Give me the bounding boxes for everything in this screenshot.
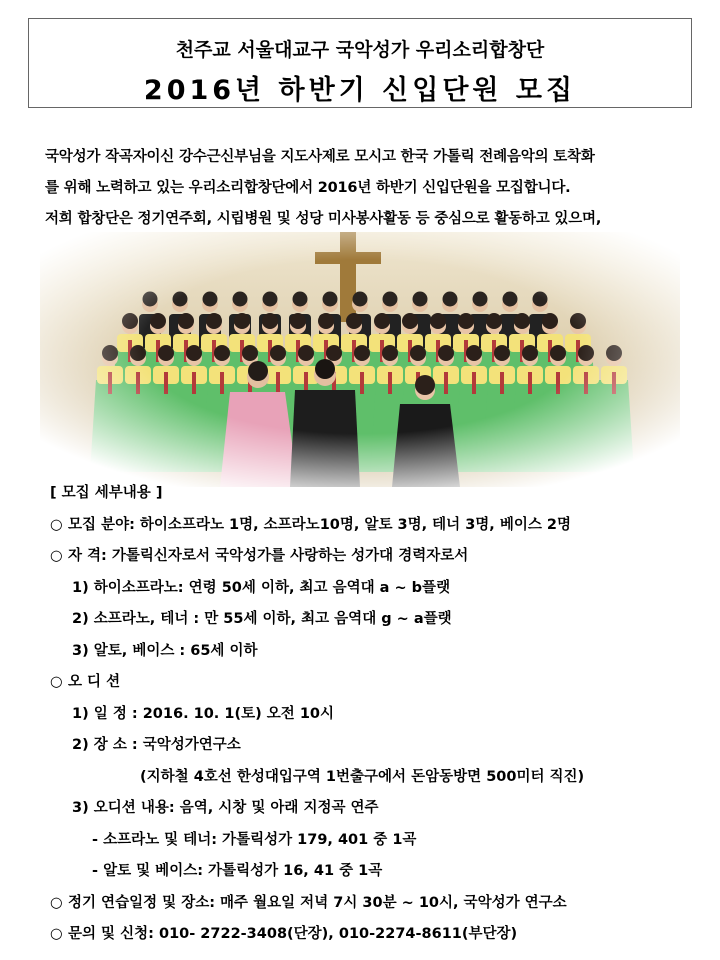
qual-item: 1) 하이소프라노: 연령 50세 이하, 최고 음역대 a ~ b플랫 (72, 579, 451, 596)
bullet-icon: ○ (50, 894, 63, 911)
intro-line: 저희 합창단은 정기연주회, 시립병원 및 성당 미사봉사활동 등 중심으로 활동하고 있으며, (45, 211, 602, 227)
qualification-row (50, 541, 690, 573)
recruit-field: 모집 분야: 하이소프라노 1명, 소프라노10명, 알토 3명, 테너 3명, 베이스 2명 (68, 516, 572, 533)
intro-line: 를 위해 노력하고 있는 우리소리합창단에서 2016년 하반기 신입단원을 모집합니다. (45, 180, 571, 196)
contact-info: 문의 및 신청: 010- 2722-3408(단장), 010-2274-8611(부단장) (68, 926, 518, 942)
audition-song: - 소프라노 및 테너: 가톨릭성가 179, 401 중 1곡 (92, 831, 417, 848)
audition-song: - 알토 및 베이스: 가톨릭성가 16, 41 중 1곡 (92, 863, 383, 879)
choir-photo-illustration (40, 232, 680, 487)
bullet-icon: ○ (50, 516, 63, 533)
recruit-field-row (50, 510, 690, 542)
bullet-icon: ○ (50, 926, 63, 942)
practice-row (50, 888, 690, 920)
audition-place-detail: (지하철 4호선 한성대입구역 1번출구에서 돈암동방면 500미터 직진) (140, 768, 585, 785)
bullet-icon: ○ (50, 674, 63, 690)
choir-group-photo (40, 232, 680, 487)
title-box (28, 18, 692, 108)
audition-row (50, 667, 690, 699)
photo-vignette (40, 232, 680, 487)
audition-place: 2) 장 소 : 국악성가연구소 (72, 737, 241, 753)
intro-line: 국악성가 작곡자이신 강수근신부님을 지도사제로 모시고 한국 가톨릭 전례음악의 토착화 (45, 149, 595, 165)
recruit-details (50, 478, 690, 951)
qualification: 자 격: 가톨릭신자로서 국악성가를 사랑하는 성가대 경력자로서 (68, 548, 469, 564)
org-name: 천주교 서울대교구 국악성가 우리소리합창단 (175, 39, 545, 61)
qual-item: 2) 소프라노, 테너 : 만 55세 이하, 최고 음역대 g ~ a플랫 (72, 611, 452, 627)
bullet-icon: ○ (50, 548, 63, 564)
qual-item: 3) 알토, 베이스 : 65세 이하 (72, 642, 258, 659)
audition-content: 3) 오디션 내용: 음역, 시창 및 아래 지정곡 연주 (72, 800, 379, 816)
audition-heading: 오 디 션 (68, 674, 121, 690)
contact-row (50, 919, 690, 951)
page-title: 2016년 하반기 신입단원 모집 (143, 75, 577, 106)
practice-info: 정기 연습일정 및 장소: 매주 월요일 저녁 7시 30분 ~ 10시, 국악성가 연구소 (68, 894, 567, 911)
audition-schedule: 1) 일 정 : 2016. 10. 1(토) 오전 10시 (72, 705, 335, 722)
section-title: [ 모집 세부내용 ] (50, 485, 163, 501)
